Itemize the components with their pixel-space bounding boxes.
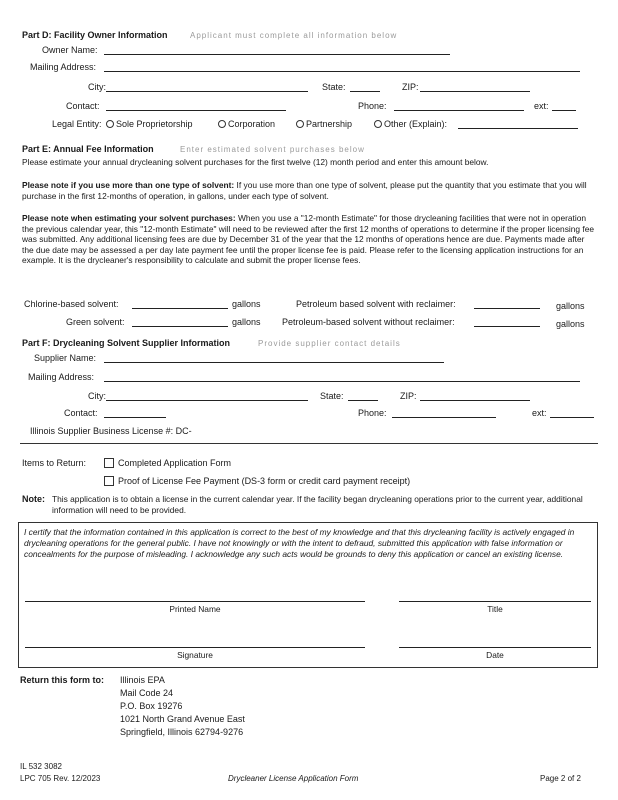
gallons-label: gallons xyxy=(232,317,261,327)
supplier-name-input[interactable] xyxy=(104,353,444,363)
part-d-faint-text: Applicant must complete all information below xyxy=(190,31,398,40)
petroleum-reclaimer-input[interactable] xyxy=(474,299,540,309)
printed-name-line[interactable] xyxy=(25,601,365,602)
supplier-license-input[interactable] xyxy=(214,426,216,436)
radio-icon xyxy=(296,120,304,128)
radio-icon xyxy=(106,120,114,128)
owner-zip-input[interactable] xyxy=(420,82,530,92)
owner-name-label: Owner Name: xyxy=(42,45,98,55)
supplier-phone-input[interactable] xyxy=(392,408,496,418)
owner-city-input[interactable] xyxy=(106,82,308,92)
legal-entity-sole-proprietorship[interactable]: Sole Proprietorship xyxy=(106,119,193,129)
note-label: Note: xyxy=(22,494,45,504)
section-divider xyxy=(20,443,598,444)
form-name: Drycleaner License Application Form xyxy=(228,774,359,783)
date-line[interactable] xyxy=(399,647,591,648)
return-address-line: P.O. Box 19276 xyxy=(120,701,183,711)
petroleum-no-reclaimer-label: Petroleum-based solvent without reclaimer: xyxy=(282,317,455,327)
chlorine-solvent-input[interactable] xyxy=(132,299,228,309)
part-e-faint-text: Enter estimated solvent purchases below xyxy=(180,145,365,154)
supplier-license-label: Illinois Supplier Business License #: DC- xyxy=(30,426,192,436)
items-to-return-label: Items to Return: xyxy=(22,458,87,468)
owner-contact-input[interactable] xyxy=(106,101,286,111)
owner-ext-input[interactable] xyxy=(552,101,576,111)
ext-label: ext: xyxy=(534,101,549,111)
certification-text: I certify that the information contained in this application is correct to the best of my knowledge and that this drycleaning facility is actively engaged in drycleaning operations for the general public. I have not knowingly or with the intent to defraud, submitted this application with false information or concealments for the purpose of misleading. I acknowledge any such acts would be grounds to deny this application or cancel an existing license. xyxy=(24,527,575,559)
part-f-faint-text: Provide supplier contact details xyxy=(258,339,401,348)
supplier-phone-label: Phone: xyxy=(358,408,387,418)
state-label: State: xyxy=(322,82,346,92)
green-solvent-label: Green solvent: xyxy=(66,317,125,327)
supplier-mailing-address-label: Mailing Address: xyxy=(28,372,95,382)
part-d-title: Part D: Facility Owner Information xyxy=(22,30,168,40)
return-to-label: Return this form to: xyxy=(20,675,104,685)
supplier-zip-input[interactable] xyxy=(420,391,530,401)
completed-form-checkbox[interactable] xyxy=(104,458,114,468)
chlorine-solvent-label: Chlorine-based solvent: xyxy=(24,299,119,309)
part-f-title: Part F: Drycleaning Solvent Supplier Information xyxy=(22,338,231,348)
part-e-intro: Please estimate your annual drycleaning solvent purchases for the first twelve (12) month period and enter this amount below. xyxy=(22,157,489,167)
form-code: IL 532 3082 xyxy=(20,762,62,771)
green-solvent-input[interactable] xyxy=(132,317,228,327)
supplier-contact-input[interactable] xyxy=(104,408,166,418)
return-address-line: Springfield, Illinois 62794-9276 xyxy=(120,727,244,737)
owner-name-input[interactable] xyxy=(104,45,450,55)
gallons-label: gallons xyxy=(556,319,585,329)
supplier-ext-label: ext: xyxy=(532,408,547,418)
owner-state-input[interactable] xyxy=(350,82,380,92)
title-label: Title xyxy=(487,604,503,614)
legal-entity-label: Legal Entity: xyxy=(52,119,102,129)
owner-mailing-address-input[interactable] xyxy=(104,62,580,72)
certification-box xyxy=(18,522,598,668)
radio-icon xyxy=(374,120,382,128)
title-line[interactable] xyxy=(399,601,591,602)
page-number: Page 2 of 2 xyxy=(540,774,581,783)
completed-form-label: Completed Application Form xyxy=(118,458,232,468)
legal-entity-partnership[interactable]: Partnership xyxy=(296,119,352,129)
supplier-state-input[interactable] xyxy=(348,391,378,401)
mailing-address-label: Mailing Address: xyxy=(30,62,97,72)
zip-label: ZIP: xyxy=(402,82,419,92)
contact-label: Contact: xyxy=(66,101,100,111)
supplier-contact-label: Contact: xyxy=(64,408,98,418)
proof-of-payment-checkbox[interactable] xyxy=(104,476,114,486)
supplier-name-label: Supplier Name: xyxy=(34,353,97,363)
petroleum-no-reclaimer-input[interactable] xyxy=(474,317,540,327)
gallons-label: gallons xyxy=(232,299,261,309)
radio-icon xyxy=(218,120,226,128)
form-revision: LPC 705 Rev. 12/2023 xyxy=(20,774,101,783)
return-address-line: Illinois EPA xyxy=(120,675,165,685)
part-e-note-estimating: Please note when estimating your solvent purchases: When you use a "12-month Estimate" for those drycleaning facilities that were not in operation the previous calendar year, this "12-month Estimate" will need to be reviewed after the first 12 months of operations to determine if the proper licensing fee was submitted. Any additional licensing fees are due by December 31 of the year that the 12 months of operations hence are due. Payments made after the due date may be assessed a per day late payment fee until the proper license fee is paid. Please refer to the licensing application instructions for an example. It is the drycleaner's responsibility to calculate and submit the proper license fees. xyxy=(22,213,595,266)
note-text: This application is to obtain a license in the current calendar year. If the facility began drycleaning operations prior to the current year, additional information will need to be provided. xyxy=(52,494,583,515)
petroleum-reclaimer-label: Petroleum based solvent with reclaimer: xyxy=(296,299,456,309)
legal-entity-explain-input[interactable] xyxy=(458,119,578,129)
proof-of-payment-label: Proof of License Fee Payment (DS-3 form or credit card payment receipt) xyxy=(118,476,411,486)
supplier-city-label: City: xyxy=(88,391,106,401)
owner-phone-input[interactable] xyxy=(394,101,524,111)
supplier-city-input[interactable] xyxy=(106,391,308,401)
signature-label: Signature xyxy=(177,650,213,660)
supplier-mailing-address-input[interactable] xyxy=(104,372,580,382)
signature-line[interactable] xyxy=(25,647,365,648)
part-e-note-multiple-solvents: Please note if you use more than one type of solvent: If you use more than one type of solvent, please put the quantity that you estimate that you will purchase in the first 12-months of operation, in gallons, under each type of solvent. xyxy=(22,180,587,201)
supplier-zip-label: ZIP: xyxy=(400,391,417,401)
part-e-title: Part E: Annual Fee Information xyxy=(22,144,154,154)
city-label: City: xyxy=(88,82,106,92)
return-address-line: Mail Code 24 xyxy=(120,688,174,698)
supplier-ext-input[interactable] xyxy=(550,408,594,418)
return-address-line: 1021 North Grand Avenue East xyxy=(120,714,245,724)
printed-name-label: Printed Name xyxy=(169,604,221,614)
date-label: Date xyxy=(486,650,504,660)
phone-label: Phone: xyxy=(358,101,387,111)
supplier-state-label: State: xyxy=(320,391,344,401)
gallons-label: gallons xyxy=(556,301,585,311)
legal-entity-other[interactable]: Other (Explain): xyxy=(374,119,447,129)
legal-entity-corporation[interactable]: Corporation xyxy=(218,119,275,129)
